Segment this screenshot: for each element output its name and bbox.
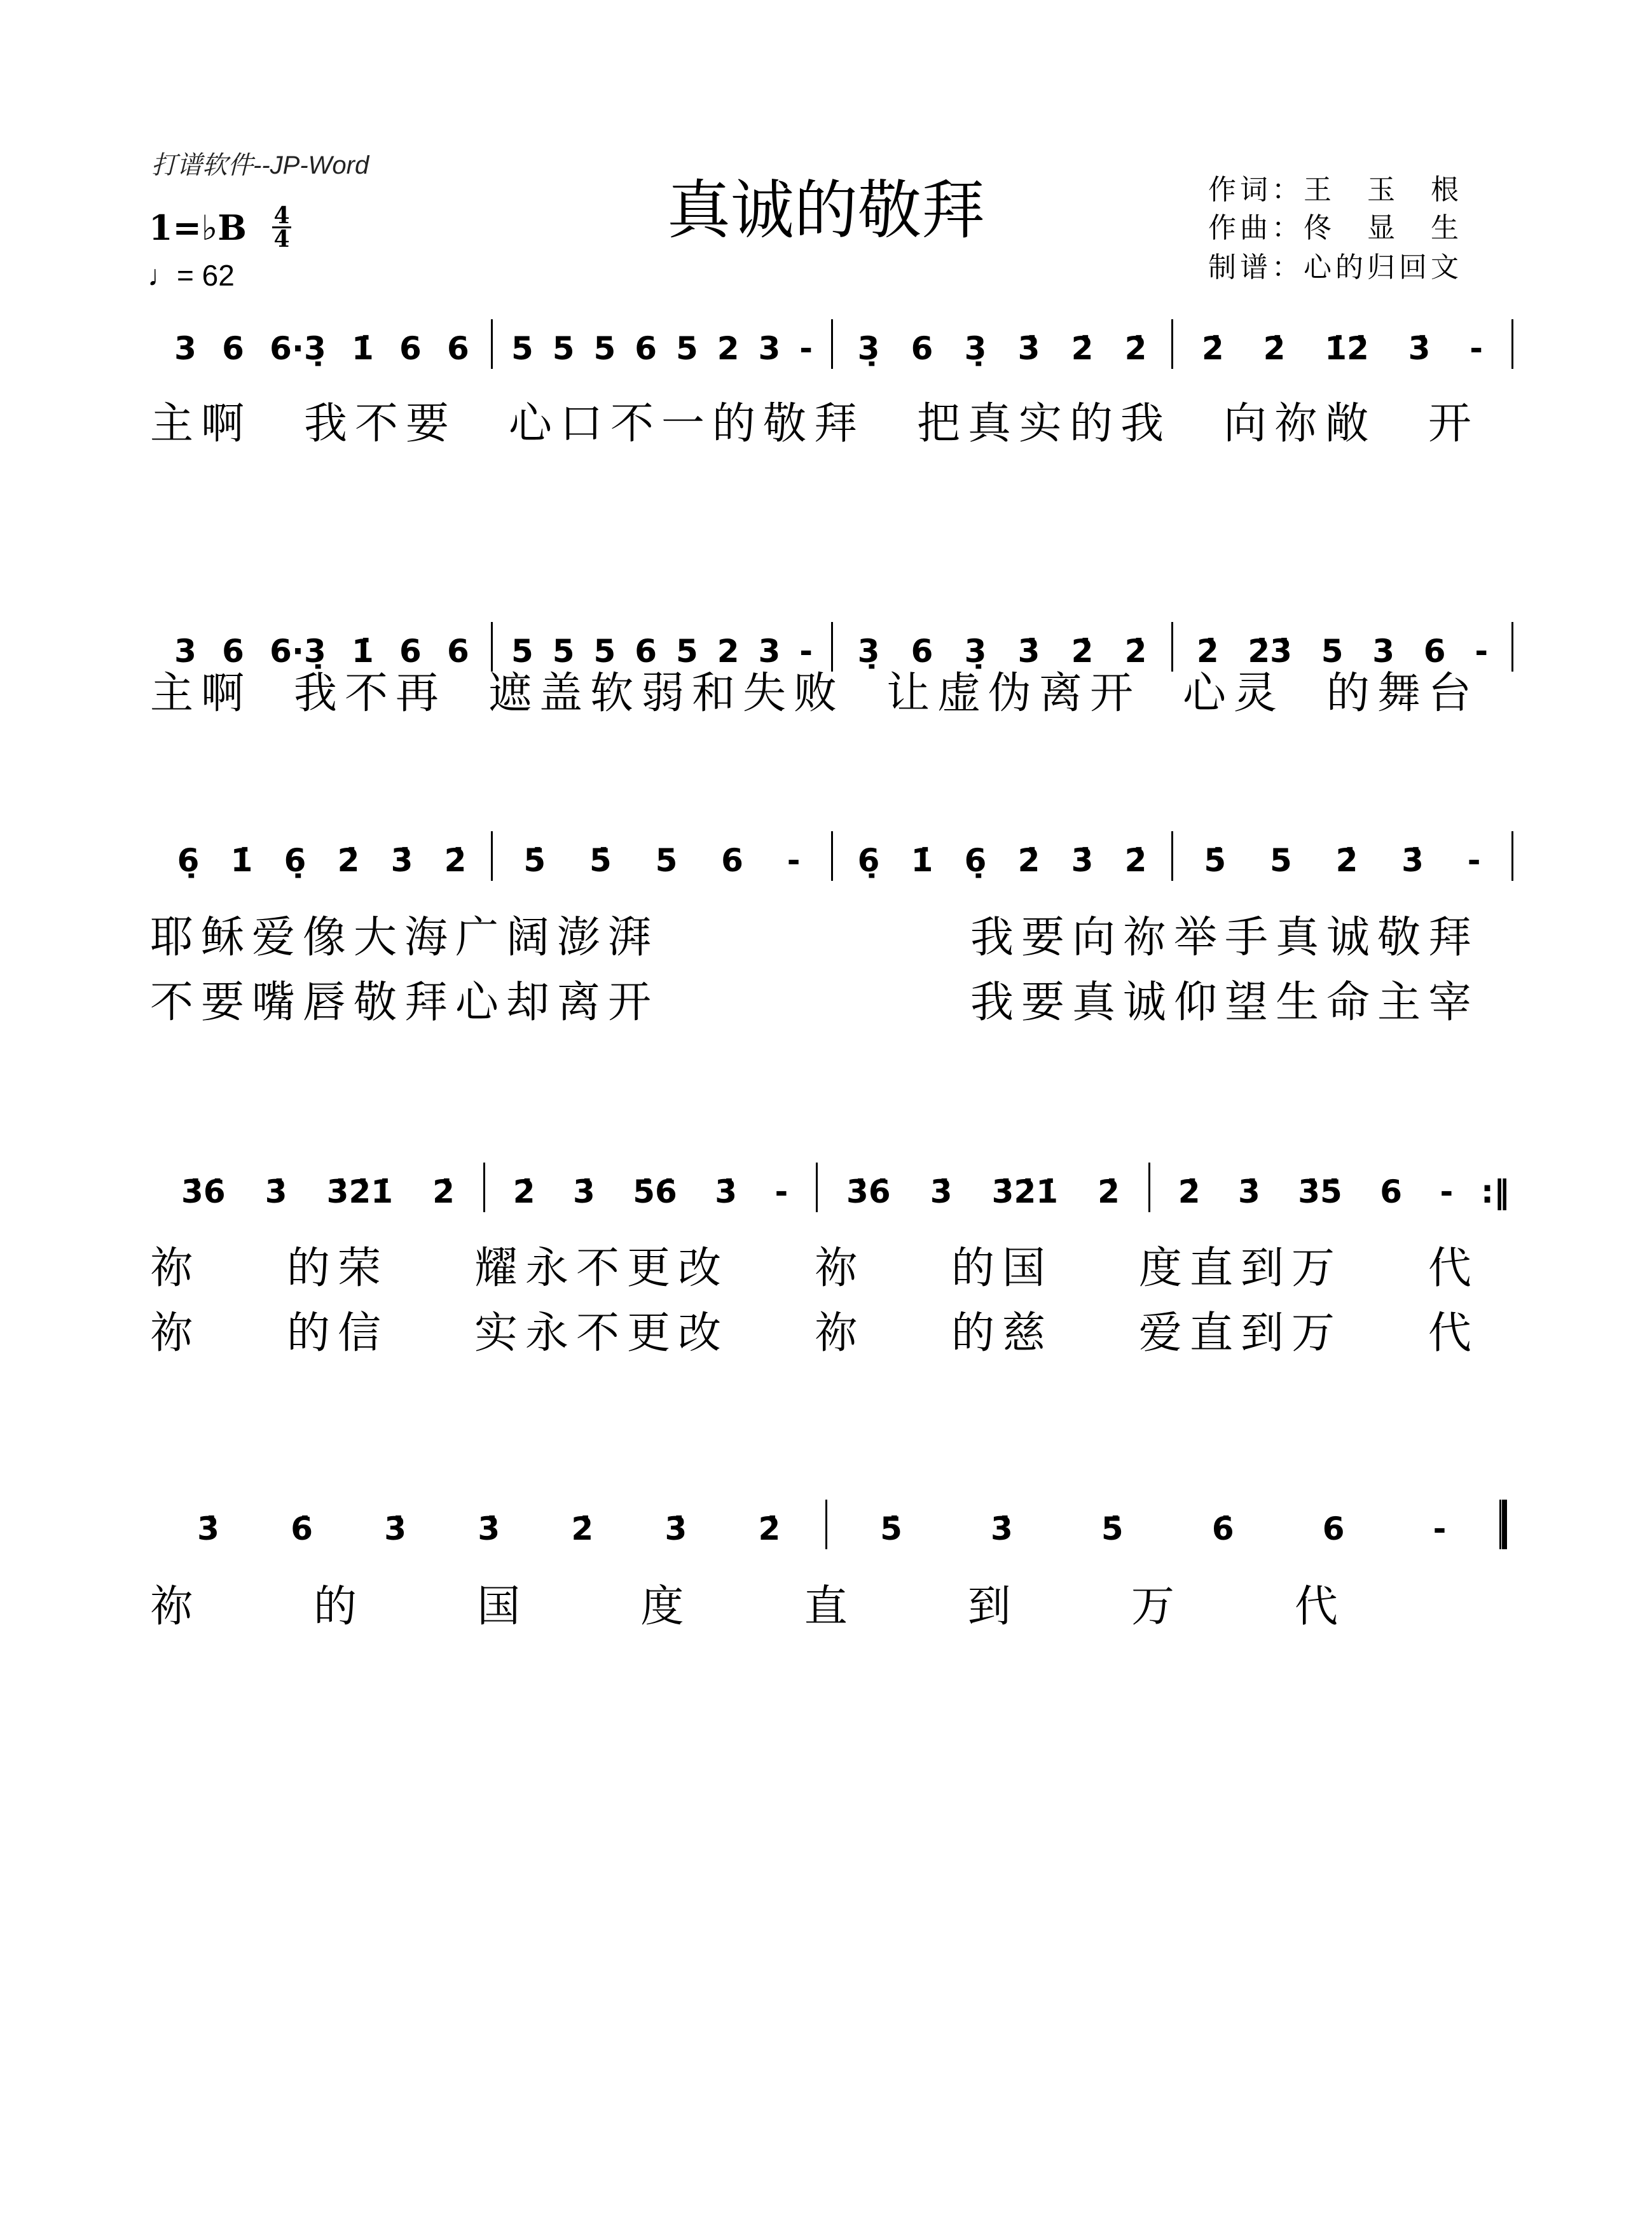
note: 6 [222, 330, 244, 367]
note: 1̇ [351, 330, 374, 367]
note: - [799, 330, 813, 367]
barline [1511, 622, 1513, 672]
note: 3̇ [1408, 330, 1431, 367]
key-signature: 1=♭B [149, 207, 247, 248]
note: 6̣ [857, 842, 880, 879]
note: 2̇ [1178, 1173, 1201, 1210]
lyric-phrase: 心口不一的敬拜 [508, 399, 865, 449]
lyric-phrase: 主啊 [150, 668, 252, 719]
note: 5 [511, 330, 533, 367]
note: 3̇ [572, 1173, 595, 1210]
measure [485, 1173, 816, 1212]
note: 3̇ [390, 842, 413, 879]
note: 5 [675, 330, 698, 367]
time-signature-top: 4 [273, 202, 290, 229]
note: 3 [1372, 633, 1395, 670]
song-title: 真诚的敬拜 [667, 173, 985, 247]
lyric-phrase: 的信 [286, 1308, 389, 1358]
lyric-phrase: 祢 [150, 1308, 202, 1358]
staff-line [153, 1498, 1507, 1549]
note: - [1467, 842, 1481, 879]
note: - [1433, 1510, 1447, 1547]
lyric-phrase: 不要嘴唇敬拜心却离开 [150, 977, 659, 1028]
time-signature [272, 202, 291, 252]
note: 3̇ [664, 1510, 687, 1547]
note: 2̇3̇ [1248, 633, 1292, 670]
lyric-line [150, 659, 1479, 721]
note: 6 [911, 330, 933, 367]
barline [1511, 831, 1513, 881]
note: 5̇ [589, 842, 612, 879]
measure [1173, 842, 1511, 881]
note: 6̣ [284, 842, 306, 879]
lyric-phrase: 代 [1428, 1308, 1479, 1358]
staff-line [153, 1161, 1513, 1212]
lyric-line [150, 389, 1479, 451]
lyric-line [150, 903, 1479, 965]
note: 6 [399, 330, 422, 367]
note: 1̇2̇ [1325, 330, 1369, 367]
lyric-phrase: 祢 [150, 1582, 202, 1632]
measure [153, 842, 491, 881]
note: 3 [174, 330, 196, 367]
note: 3̇5̇ [1298, 1173, 1342, 1210]
note: 6 [911, 633, 933, 670]
lyric-phrase: 的 [313, 1582, 365, 1632]
note: 2̇ [1071, 633, 1094, 670]
measure [153, 1173, 483, 1212]
note: - [1440, 1173, 1454, 1210]
lyric-phrase: 到 [967, 1582, 1019, 1632]
lyric-line [150, 1572, 1346, 1634]
measure [153, 1510, 825, 1549]
note: - [799, 633, 813, 670]
note: 1̇ [230, 842, 253, 879]
note: 2̇ [1017, 842, 1040, 879]
note: 2̇ [1201, 330, 1224, 367]
note: 2̇ [337, 842, 360, 879]
note: 6̇ [291, 1510, 313, 1547]
note: 6 [447, 633, 469, 670]
lyric-phrase: 实永不更改 [474, 1308, 729, 1358]
composer-credit: 作曲：佟 显 生 [1208, 212, 1463, 244]
note: 2̇ [1263, 330, 1286, 367]
note: 2̇ [758, 1510, 781, 1547]
note: 3̇ [197, 1510, 219, 1547]
lyric-phrase: 代 [1428, 1243, 1479, 1294]
note: 5̇ [1101, 1510, 1124, 1547]
note: 6 [635, 633, 657, 670]
note: 3̇ [930, 1173, 953, 1210]
lyric-phrase: 爱直到万 [1138, 1308, 1342, 1358]
lyricist-credit: 作词：王 玉 根 [1208, 174, 1463, 206]
note: 6 [447, 330, 469, 367]
note: 3̇ [715, 1173, 738, 1210]
lyric-phrase: 耶稣爱像大海广阔澎湃 [150, 913, 659, 963]
note: 2̇ [1071, 330, 1094, 367]
note: 5 [675, 633, 698, 670]
note: 1̇ [911, 842, 933, 879]
tempo-marking: ♩= 62 [148, 259, 235, 292]
note: 2 [717, 633, 740, 670]
lyric-phrase: 我不要 [303, 399, 457, 449]
note: 5̇ [523, 842, 546, 879]
note: - [774, 1173, 788, 1210]
note: 3̇ [1237, 1173, 1260, 1210]
note: 6̇ [1211, 1510, 1234, 1547]
lyric-phrase: 我要向祢举手真诚敬拜 [970, 913, 1479, 963]
note: 5 [1321, 633, 1344, 670]
note: 2̇ [513, 1173, 535, 1210]
lyric-phrase: 的国 [951, 1243, 1053, 1294]
lyric-phrase: 把真实的我 [916, 399, 1171, 449]
lyric-phrase: 的舞台 [1326, 668, 1479, 719]
note: 5̇ [1204, 842, 1227, 879]
note: 5 [593, 330, 616, 367]
time-signature-bottom: 4 [273, 226, 290, 252]
note: 3̇6̇ [846, 1173, 891, 1210]
note: 3̣ [964, 330, 987, 367]
lyric-phrase: 主啊 [150, 399, 252, 449]
note: 3̇ [1017, 330, 1040, 367]
lyric-phrase: 遮盖软弱和失败 [488, 668, 844, 719]
measure [827, 1510, 1500, 1549]
final-barline [1499, 1500, 1507, 1549]
note: 2̇ [432, 1173, 455, 1210]
staff-line [153, 318, 1513, 369]
lyric-phrase: 心灵 [1182, 668, 1284, 719]
note: 3̇ [384, 1510, 407, 1547]
note: 2̇ [1196, 633, 1219, 670]
note: 5 [1269, 842, 1292, 879]
note: 6 [721, 842, 743, 879]
staff-line [153, 830, 1513, 881]
note: 3 [174, 633, 196, 670]
note: - [1475, 633, 1489, 670]
lyric-phrase: 代 [1294, 1582, 1346, 1632]
note: 5̇6̇ [633, 1173, 677, 1210]
lyric-phrase: 我不再 [293, 668, 446, 719]
measure [833, 330, 1171, 369]
lyric-phrase: 度 [640, 1582, 692, 1632]
measure [493, 842, 831, 881]
note: 6̣ [964, 842, 987, 879]
note: 6·3̣ [270, 633, 326, 670]
note: 3̇ [478, 1510, 500, 1547]
lyric-line [150, 968, 1479, 1030]
note: 2̇ [1335, 842, 1358, 879]
measure [493, 330, 831, 369]
note: 2̇ [1124, 842, 1147, 879]
note: 2̇ [1098, 1173, 1120, 1210]
note: 5̇ [880, 1510, 902, 1547]
note: 6 [1423, 633, 1446, 670]
software-credit: 打谱软件--JP-Word [151, 151, 369, 179]
lyric-line [150, 1234, 1479, 1295]
note: 2̇ [1124, 633, 1147, 670]
lyric-phrase: 祢 [814, 1243, 865, 1294]
note: 6 [399, 633, 422, 670]
note: 5 [593, 633, 616, 670]
note: 5 [511, 633, 533, 670]
note: 3 [758, 633, 781, 670]
lyric-phrase: 直 [804, 1582, 855, 1632]
repeat-end-barline: :‖ [1481, 1173, 1510, 1210]
lyric-phrase: 开 [1428, 399, 1479, 449]
arranger-credit: 制谱：心的归回文 [1208, 251, 1463, 284]
note: 2̇ [1124, 330, 1147, 367]
barline [1511, 319, 1513, 369]
note: 3̇ [1071, 842, 1094, 879]
note: 2 [717, 330, 740, 367]
note: 3̇6̇ [181, 1173, 226, 1210]
lyric-phrase: 让虚伪离开 [886, 668, 1141, 719]
measure [1173, 330, 1511, 369]
note: 3̇2̇1̇ [326, 1173, 394, 1210]
note: 6 [1380, 1173, 1403, 1210]
note: 3̣ [964, 633, 987, 670]
note: 3̇ [1017, 633, 1040, 670]
note: 6 [1322, 1510, 1345, 1547]
note: 3̇ [265, 1173, 287, 1210]
note: 2̇ [571, 1510, 594, 1547]
lyric-phrase: 我要真诚仰望生命主宰 [970, 977, 1479, 1028]
measure [1150, 1173, 1481, 1212]
note: 6 [635, 330, 657, 367]
lyric-phrase: 向祢敞 [1223, 399, 1376, 449]
note: 3̇ [1401, 842, 1424, 879]
lyric-phrase: 国 [477, 1582, 528, 1632]
lyric-phrase: 的慈 [951, 1308, 1053, 1358]
lyric-phrase: 祢 [814, 1308, 865, 1358]
note: 6·3̣ [270, 330, 326, 367]
note: - [787, 842, 801, 879]
lyric-phrase: 度直到万 [1138, 1243, 1342, 1294]
note: 3̣ [857, 633, 880, 670]
lyric-phrase: 耀永不更改 [474, 1243, 729, 1294]
lyric-phrase: 的荣 [286, 1243, 389, 1294]
note: 5 [552, 330, 575, 367]
lyric-phrase: 万 [1131, 1582, 1182, 1632]
measure [833, 842, 1171, 881]
note: - [1470, 330, 1483, 367]
note: 5 [655, 842, 678, 879]
note: 6 [222, 633, 244, 670]
note: 6̣ [177, 842, 200, 879]
note: 3 [758, 330, 781, 367]
measure [818, 1173, 1148, 1212]
measure [153, 330, 491, 369]
lyric-phrase: 祢 [150, 1243, 202, 1294]
note: 3̇ [990, 1510, 1013, 1547]
note: 5 [552, 633, 575, 670]
lyric-line [150, 1299, 1479, 1360]
note: 2̇ [444, 842, 467, 879]
note: 1̇ [351, 633, 374, 670]
note: 3̇2̇1̇ [991, 1173, 1059, 1210]
note: 3̣ [857, 330, 880, 367]
